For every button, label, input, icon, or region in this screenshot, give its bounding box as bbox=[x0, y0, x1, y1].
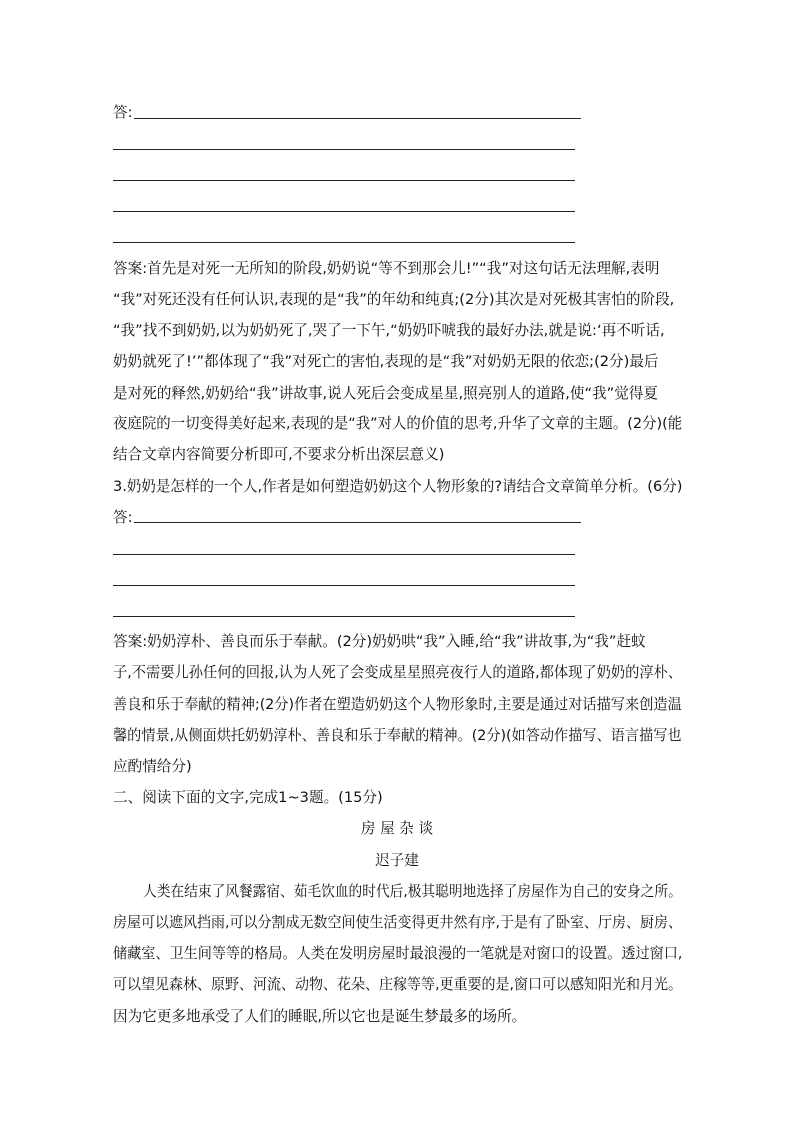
answer-line[interactable] bbox=[134, 522, 581, 523]
q2-answer-line: 夜庭院的一切变得美好起来,表现的是“我”对人的价值的思考,升华了文章的主题。(2分)(能 bbox=[113, 415, 683, 432]
article-author: 迟子建 bbox=[375, 852, 419, 869]
answer-line[interactable] bbox=[113, 180, 575, 181]
q3-answer-line: 子,不需要儿孙任何的回报,认为人死了会变成星星照亮夜行人的道路,都体现了奶奶的淳朴、 bbox=[113, 664, 683, 681]
article-line: 因为它更多地承受了人们的睡眠,所以它也是诞生梦最多的场所。 bbox=[113, 1008, 527, 1025]
answer-line[interactable] bbox=[113, 149, 575, 150]
article-line: 人类在结束了风餐露宿、茹毛饮血的时代后,极其聪明地选择了房屋作为自己的安身之所。 bbox=[143, 883, 682, 900]
answer-line[interactable] bbox=[134, 118, 581, 119]
q3-answer-line: 应酌情给分) bbox=[113, 758, 192, 775]
q2-answer-line: “我”对死还没有任何认识,表现的是“我”的年幼和纯真;(2分)其次是对死极其害怕的阶段, bbox=[113, 291, 675, 308]
q2-answer-line: 是对死的释然,奶奶给“我”讲故事,说人死后会变成星星,照亮别人的道路,使“我”觉得夏 bbox=[113, 385, 658, 402]
q2-answer-line: “我”找不到奶奶,以为奶奶死了,哭了一下午,“奶奶吓唬我的最好办法,就是说:‘再不听话, bbox=[113, 322, 665, 339]
article-line: 储藏室、卫生间等等的格局。人类在发明房屋时最浪漫的一笔就是对窗口的设置。透过窗口, bbox=[113, 945, 683, 962]
q2-answer-line: 奶奶就死了!’”都体现了“我”对死亡的害怕,表现的是“我”对奶奶无限的依恋;(2分)最后 bbox=[113, 353, 659, 370]
answer-line[interactable] bbox=[113, 554, 575, 555]
answer-line[interactable] bbox=[113, 211, 575, 212]
article-title: 房 屋 杂 谈 bbox=[360, 820, 434, 837]
answer-line[interactable] bbox=[113, 242, 575, 243]
q2-answer-line: 答案:首先是对死一无所知的阶段,奶奶说“等不到那会儿!”“我”对这句话无法理解,表明 bbox=[113, 260, 660, 277]
answer-line[interactable] bbox=[113, 616, 575, 617]
article-line: 房屋可以遮风挡雨,可以分割成无数空间使生活变得更井然有序,于是有了卧室、厅房、厨房、 bbox=[113, 914, 683, 931]
q3-answer-line: 答案:奶奶淳朴、善良而乐于奉献。(2分)奶奶哄“我”入睡,给“我”讲故事,为“我”赶蚊 bbox=[113, 633, 646, 650]
answer-line[interactable] bbox=[113, 585, 575, 586]
section-heading: 二、阅读下面的文字,完成1~3题。(15分) bbox=[113, 789, 383, 806]
q3-answer-line: 馨的情景,从侧面烘托奶奶淳朴、善良和乐于奉献的精神。(2分)(如答动作描写、语言描写也 bbox=[113, 727, 682, 744]
answer-label: 答: bbox=[113, 104, 133, 121]
answer-label: 答: bbox=[113, 509, 133, 526]
article-line: 可以望见森林、原野、河流、动物、花朵、庄稼等等,更重要的是,窗口可以感知阳光和月光。 bbox=[113, 976, 683, 993]
q2-answer-line: 结合文章内容简要分析即可,不要求分析出深层意义) bbox=[113, 446, 445, 463]
question-3: 3.奶奶是怎样的一个人,作者是如何塑造奶奶这个人物形象的?请结合文章简单分析。(6分) bbox=[113, 478, 683, 495]
q3-answer-line: 善良和乐于奉献的精神;(2分)作者在塑造奶奶这个人物形象时,主要是通过对话描写来创造温 bbox=[113, 696, 682, 713]
